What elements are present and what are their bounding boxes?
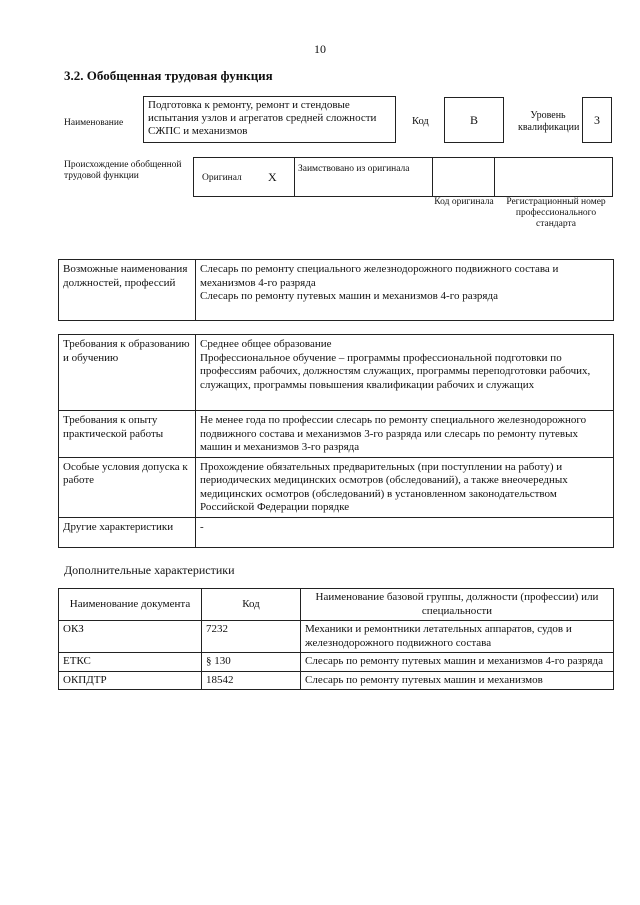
row-group: Слесарь по ремонту путевых машин и механизмов xyxy=(301,671,614,690)
origin-divider xyxy=(432,158,433,196)
page-number: 10 xyxy=(314,42,326,56)
row-group: Механики и ремонтники летательных аппаратов, судов и железнодорожного подвижного состава xyxy=(301,621,614,653)
code-label: Код xyxy=(412,116,429,127)
positions-line: Слесарь по ремонту специального железнодорожного подвижного состава и механизмов 4-го разряда xyxy=(200,263,559,289)
experience-value: Не менее года по профессии слесарь по ремонту специального железнодорожного подвижного состава и механизмов 3-го разряда или слесарь по ремонту путевых машин и механизмов 3-го разряда xyxy=(196,411,614,458)
row-document: ОКПДТР xyxy=(59,671,202,690)
code-value: В xyxy=(469,112,478,127)
education-value xyxy=(196,335,614,411)
experience-label: Требования к опыту практической работы xyxy=(59,411,196,458)
positions-line: Слесарь по ремонту путевых машин и механизмов 4-го разряда xyxy=(200,290,498,302)
name-box xyxy=(143,96,396,143)
positions-table xyxy=(58,259,614,321)
header-code: Код xyxy=(202,589,301,621)
row-code: § 130 xyxy=(202,653,301,672)
education-label: Требования к образованию и обучению xyxy=(59,335,196,411)
original-label: Оригинал xyxy=(202,173,242,183)
level-label: Уровень квалификации xyxy=(518,110,580,133)
row-code: 7232 xyxy=(202,621,301,653)
table-row xyxy=(59,671,614,690)
requirements-table xyxy=(58,334,614,548)
row-group: Слесарь по ремонту путевых машин и механизмов 4-го разряда xyxy=(301,653,614,672)
row-document: ОКЗ xyxy=(59,621,202,653)
header-document: Наименование документа xyxy=(59,589,202,621)
code-original-caption: Код оригинала xyxy=(434,197,494,207)
positions-label: Возможные наименования должностей, профессий xyxy=(59,260,196,321)
positions-value xyxy=(196,260,614,321)
admission-label: Особые условия допуска к работе xyxy=(59,457,196,517)
original-mark: X xyxy=(268,170,277,184)
table-row xyxy=(59,621,614,653)
education-line: Профессиональное обучение – программы профессиональной подготовки по профессиям рабочих, должностям служащих, программы переподготовки рабочих, служащих, программы повышения квалификации рабочих и служащих xyxy=(200,351,591,391)
name-label: Наименование xyxy=(64,118,124,128)
additional-title: Дополнительные характеристики xyxy=(64,563,235,577)
origin-divider xyxy=(494,158,495,196)
section-title: 3.2. Обобщенная трудовая функция xyxy=(64,68,273,83)
row-code: 18542 xyxy=(202,671,301,690)
origin-label: Происхождение обобщенной трудовой функции xyxy=(64,160,182,181)
additional-table xyxy=(58,588,614,690)
level-value: 3 xyxy=(594,112,600,127)
other-label: Другие характеристики xyxy=(59,517,196,547)
row-document: ЕТКС xyxy=(59,653,202,672)
table-row xyxy=(59,653,614,672)
header-group: Наименование базовой группы, должности (профессии) или специальности xyxy=(301,589,614,621)
origin-row xyxy=(193,157,613,197)
reg-number-caption: Регистрационный номер профессионального стандарта xyxy=(506,197,606,229)
borrowed-label: Заимствовано из оригинала xyxy=(298,164,410,174)
code-box xyxy=(444,97,504,143)
admission-value: Прохождение обязательных предварительных (при поступлении на работу) и периодических медицинских осмотров (обследований), а также внеочередных медицинских осмотров (обследований) в установленном законодательством Российской Федерации порядке xyxy=(196,457,614,517)
other-value: - xyxy=(196,517,614,547)
education-line: Среднее общее образование xyxy=(200,338,332,350)
name-value: Подготовка к ремонту, ремонт и стендовые испытания узлов и агрегатов средней сложности СЖПС и механизмов xyxy=(148,99,377,137)
level-box xyxy=(582,97,612,143)
origin-original-cell xyxy=(194,158,295,196)
